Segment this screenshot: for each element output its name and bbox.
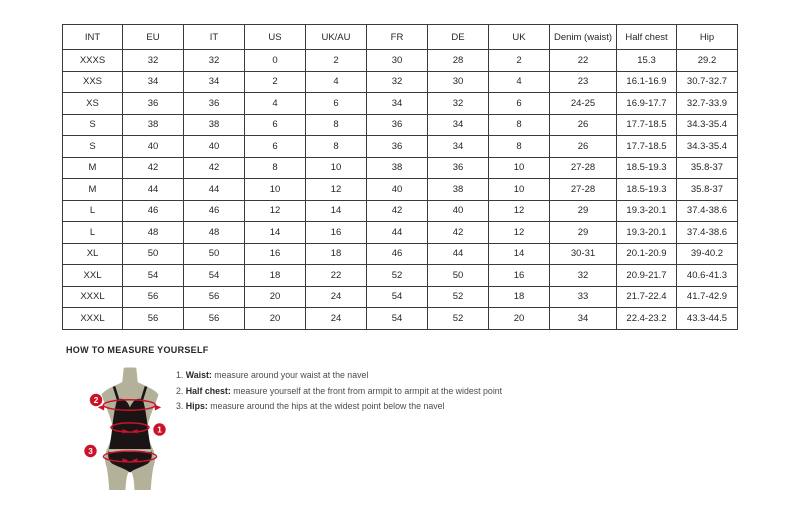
size-cell: 40 [123, 136, 184, 158]
size-cell: 38 [184, 114, 245, 136]
size-cell: 50 [428, 265, 489, 287]
size-cell: 19.3-20.1 [617, 200, 677, 222]
badge-waist-number: 1 [157, 425, 162, 435]
size-cell: 32 [550, 265, 617, 287]
size-cell: 10 [245, 179, 306, 201]
size-cell: 0 [245, 50, 306, 72]
column-header: Hip [677, 25, 738, 50]
size-cell: 38 [123, 114, 184, 136]
size-cell: 8 [489, 136, 550, 158]
size-cell: 36 [367, 114, 428, 136]
size-cell: 12 [306, 179, 367, 201]
size-cell: 2 [489, 50, 550, 72]
size-cell: 6 [245, 136, 306, 158]
measure-step-hips [176, 401, 606, 411]
size-cell: 32 [367, 71, 428, 93]
size-cell: 17.7-18.5 [617, 136, 677, 158]
step-term: Waist: [185, 370, 212, 380]
size-cell: 4 [306, 71, 367, 93]
size-cell: 36 [367, 136, 428, 158]
step-text: measure around your waist at the navel [211, 370, 369, 380]
size-cell: 4 [489, 71, 550, 93]
size-cell: 37.4-38.6 [677, 222, 738, 244]
size-cell: XXL [63, 265, 123, 287]
size-cell: 14 [489, 243, 550, 265]
size-cell: 44 [367, 222, 428, 244]
size-cell: 8 [245, 157, 306, 179]
size-cell: 18 [245, 265, 306, 287]
size-cell: 34.3-35.4 [677, 136, 738, 158]
size-row [63, 265, 738, 287]
size-cell: 44 [184, 179, 245, 201]
step-term: Half chest: [185, 385, 231, 396]
size-cell: 38 [367, 157, 428, 179]
size-cell: 54 [367, 308, 428, 330]
size-row [63, 179, 738, 201]
size-cell: 39-40.2 [677, 243, 738, 265]
size-cell: 24 [306, 286, 367, 308]
size-cell: 56 [184, 308, 245, 330]
size-cell: 12 [245, 200, 306, 222]
size-cell: 34 [428, 136, 489, 158]
size-cell: 16 [306, 222, 367, 244]
size-cell: 37.4-38.6 [677, 200, 738, 222]
size-cell: 15.3 [617, 50, 677, 72]
size-cell: 16 [489, 265, 550, 287]
size-cell: 8 [306, 114, 367, 136]
size-cell: 30.7-32.7 [677, 71, 738, 93]
size-row [63, 200, 738, 222]
size-row [63, 114, 738, 136]
step-prefix: 1. [176, 370, 186, 380]
size-cell: 27-28 [550, 157, 617, 179]
column-header: UK [489, 25, 550, 50]
size-cell: 20.9-21.7 [617, 265, 677, 287]
size-cell: 35.8-37 [677, 157, 738, 179]
size-cell: 16.1-16.9 [617, 71, 677, 93]
size-cell: 36 [184, 93, 245, 115]
size-cell: 32 [428, 93, 489, 115]
size-row [63, 286, 738, 308]
size-cell: 26 [550, 136, 617, 158]
size-cell: 42 [123, 157, 184, 179]
size-cell: 46 [123, 200, 184, 222]
column-header: US [245, 25, 306, 50]
size-cell: 32 [123, 50, 184, 72]
size-cell: 56 [123, 286, 184, 308]
measure-step-waist [176, 370, 606, 380]
size-cell: 54 [367, 286, 428, 308]
measure-step-half-chest [176, 386, 606, 396]
size-cell: 21.7-22.4 [617, 286, 677, 308]
mannequin-neck [122, 368, 138, 384]
size-cell: 52 [367, 265, 428, 287]
size-cell: 10 [489, 179, 550, 201]
size-cell: 24-25 [550, 93, 617, 115]
column-header: Denim (waist) [550, 25, 617, 50]
column-header: Half chest [617, 25, 677, 50]
size-cell: 12 [489, 200, 550, 222]
size-cell: 8 [306, 136, 367, 158]
size-cell: 40 [428, 200, 489, 222]
size-cell: 20 [245, 308, 306, 330]
size-cell: 16 [245, 243, 306, 265]
size-cell: 12 [489, 222, 550, 244]
size-cell: 6 [245, 114, 306, 136]
size-cell: L [63, 222, 123, 244]
size-cell: 50 [184, 243, 245, 265]
size-cell: 34 [184, 71, 245, 93]
size-cell: 34 [550, 308, 617, 330]
size-row [63, 71, 738, 93]
size-cell: 52 [428, 286, 489, 308]
size-chart-table [62, 24, 738, 330]
size-cell: 30-31 [550, 243, 617, 265]
step-prefix: 3. [176, 401, 186, 411]
size-cell: 30 [428, 71, 489, 93]
size-cell: 40.6-41.3 [677, 265, 738, 287]
size-cell: 43.3-44.5 [677, 308, 738, 330]
size-row [63, 243, 738, 265]
size-cell: S [63, 136, 123, 158]
size-cell: 22 [306, 265, 367, 287]
badge-half-chest-number: 2 [93, 396, 99, 405]
step-prefix: 2. [176, 385, 186, 396]
size-cell: 36 [123, 93, 184, 115]
size-cell: 56 [123, 308, 184, 330]
size-chart-header-row [63, 25, 738, 50]
size-cell: 34 [367, 93, 428, 115]
size-cell: 44 [428, 243, 489, 265]
step-text: measure yourself at the front from armpit to armpit at the widest point [230, 385, 503, 396]
size-cell: M [63, 179, 123, 201]
badge-half-chest [90, 394, 102, 406]
column-header: EU [123, 25, 184, 50]
column-header: UK/AU [306, 25, 367, 50]
size-cell: 6 [489, 93, 550, 115]
size-cell: 18.5-19.3 [617, 179, 677, 201]
size-cell: 36 [428, 157, 489, 179]
size-cell: 27-28 [550, 179, 617, 201]
size-cell: 10 [306, 157, 367, 179]
measurement-figure-illustration [83, 367, 168, 491]
size-cell: XXXL [63, 308, 123, 330]
size-cell: 28 [428, 50, 489, 72]
size-cell: 18 [306, 243, 367, 265]
size-cell: 40 [184, 136, 245, 158]
size-cell: XXS [63, 71, 123, 93]
size-row [63, 93, 738, 115]
size-cell: 56 [184, 286, 245, 308]
size-cell: 42 [184, 157, 245, 179]
size-cell: 44 [123, 179, 184, 201]
size-cell: 20.1-20.9 [617, 243, 677, 265]
size-cell: 2 [245, 71, 306, 93]
size-cell: 32 [184, 50, 245, 72]
size-cell: 46 [367, 243, 428, 265]
size-cell: 2 [306, 50, 367, 72]
measure-section-heading: HOW TO MEASURE YOURSELF [66, 345, 209, 355]
size-cell: 8 [489, 114, 550, 136]
size-cell: 22.4-23.2 [617, 308, 677, 330]
size-cell: 38 [428, 179, 489, 201]
size-cell: 54 [184, 265, 245, 287]
size-cell: 29 [550, 222, 617, 244]
size-cell: 20 [245, 286, 306, 308]
size-cell: 29.2 [677, 50, 738, 72]
size-cell: 33 [550, 286, 617, 308]
size-cell: M [63, 157, 123, 179]
size-cell: XS [63, 93, 123, 115]
column-header: IT [184, 25, 245, 50]
size-cell: 17.7-18.5 [617, 114, 677, 136]
size-cell: 14 [245, 222, 306, 244]
size-cell: 41.7-42.9 [677, 286, 738, 308]
size-cell: 32.7-33.9 [677, 93, 738, 115]
size-cell: 42 [428, 222, 489, 244]
step-text: measure around the hips at the widest point below the navel [207, 401, 445, 411]
size-cell: 40 [367, 179, 428, 201]
size-cell: 34 [428, 114, 489, 136]
column-header: FR [367, 25, 428, 50]
size-cell: 14 [306, 200, 367, 222]
size-cell: 54 [123, 265, 184, 287]
size-row [63, 136, 738, 158]
size-cell: 19.3-20.1 [617, 222, 677, 244]
step-term: Hips: [185, 401, 208, 411]
measure-steps [176, 370, 606, 417]
size-cell: 18 [489, 286, 550, 308]
size-row [63, 50, 738, 72]
badge-hips [84, 445, 96, 457]
size-cell: 52 [428, 308, 489, 330]
size-row [63, 222, 738, 244]
size-cell: 18.5-19.3 [617, 157, 677, 179]
size-cell: 48 [184, 222, 245, 244]
size-cell: 26 [550, 114, 617, 136]
size-chart-body [63, 50, 738, 330]
size-cell: S [63, 114, 123, 136]
size-cell: XXXS [63, 50, 123, 72]
size-cell: 24 [306, 308, 367, 330]
badge-waist [153, 423, 165, 435]
size-cell: 34.3-35.4 [677, 114, 738, 136]
size-cell: L [63, 200, 123, 222]
size-cell: 48 [123, 222, 184, 244]
size-cell: 34 [123, 71, 184, 93]
size-cell: 50 [123, 243, 184, 265]
size-cell: 46 [184, 200, 245, 222]
size-cell: 42 [367, 200, 428, 222]
size-cell: 6 [306, 93, 367, 115]
size-cell: 22 [550, 50, 617, 72]
size-cell: 35.8-37 [677, 179, 738, 201]
column-header: DE [428, 25, 489, 50]
size-row [63, 308, 738, 330]
badge-hips-number: 3 [88, 447, 93, 456]
size-row [63, 157, 738, 179]
size-cell: 4 [245, 93, 306, 115]
size-cell: 20 [489, 308, 550, 330]
bust-arrowhead-right [154, 405, 161, 411]
column-header: INT [63, 25, 123, 50]
size-cell: 16.9-17.7 [617, 93, 677, 115]
size-cell: 23 [550, 71, 617, 93]
size-cell: XXXL [63, 286, 123, 308]
size-cell: XL [63, 243, 123, 265]
size-cell: 29 [550, 200, 617, 222]
size-cell: 10 [489, 157, 550, 179]
size-cell: 30 [367, 50, 428, 72]
